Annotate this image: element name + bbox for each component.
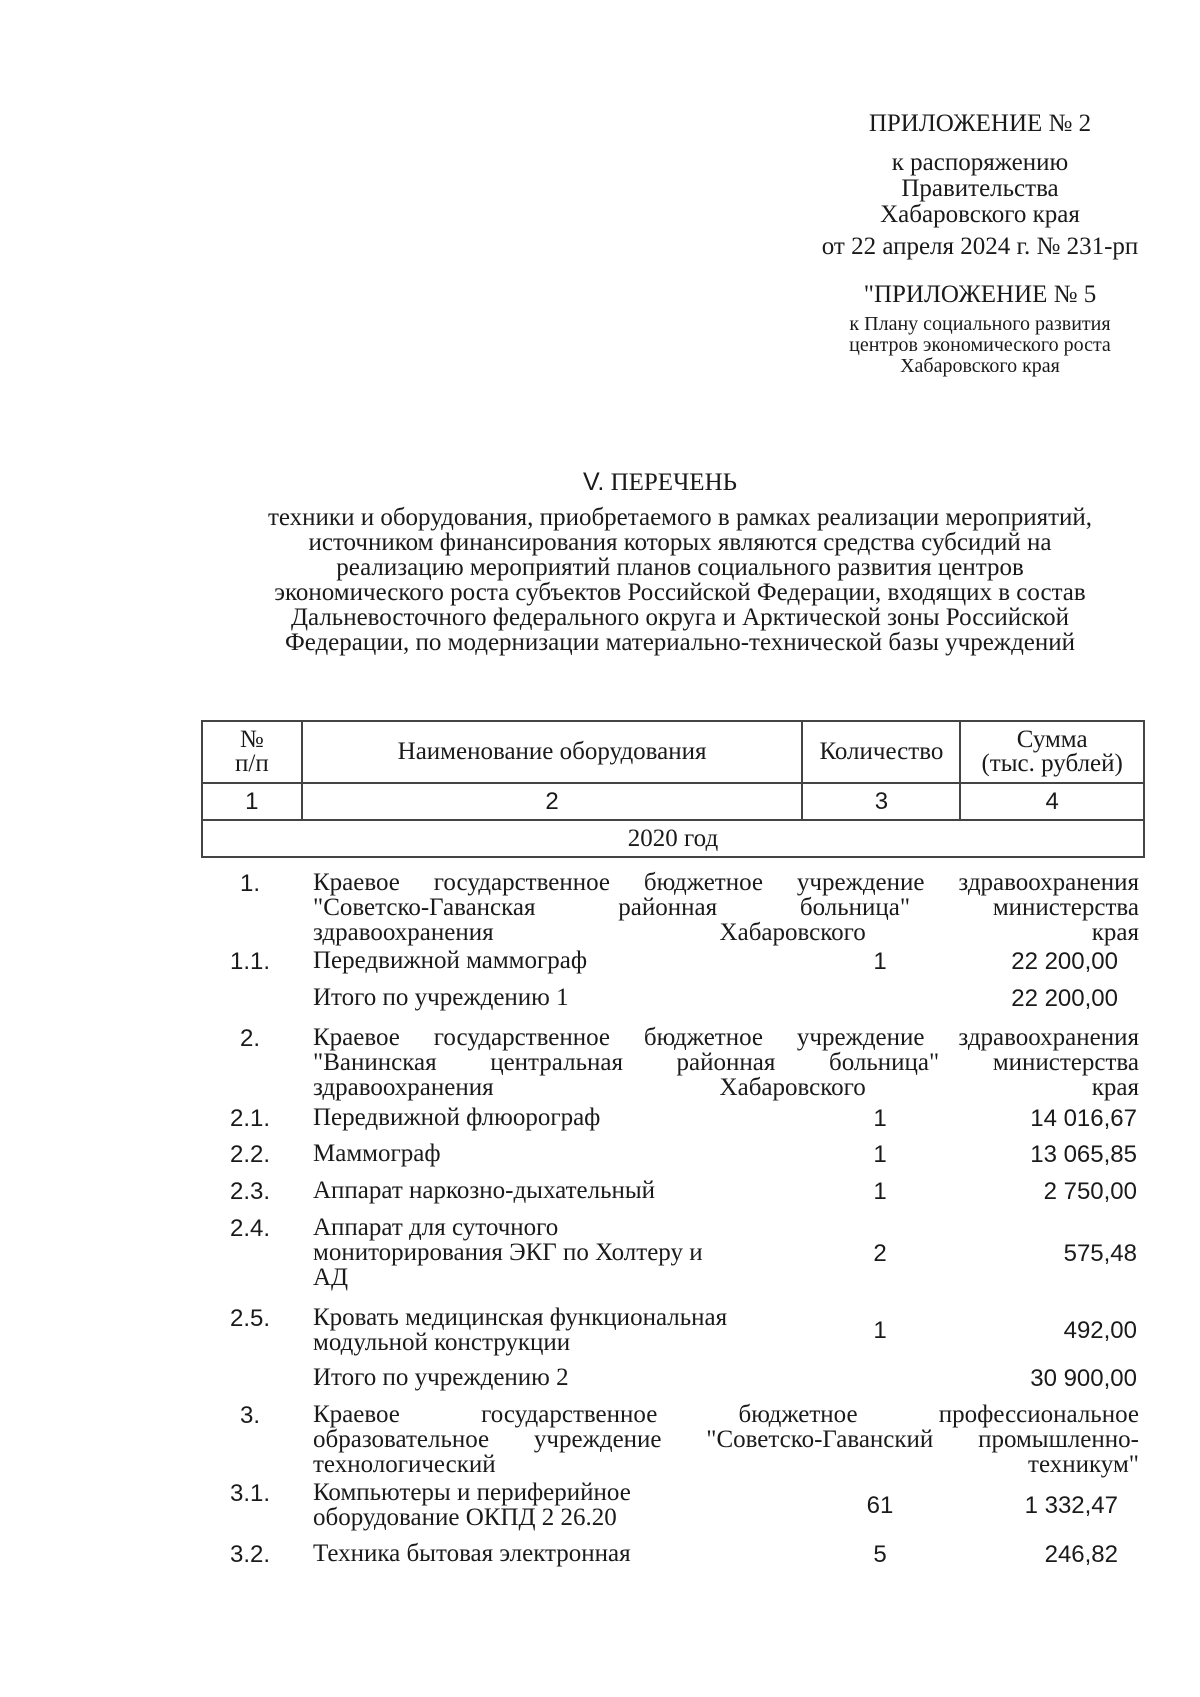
sum: 22 200,00	[1011, 948, 1118, 975]
sum: 14 016,67	[1030, 1105, 1137, 1132]
to-order-line: к распоряжению	[891, 149, 1069, 176]
row-number: 2.4.	[229, 1215, 271, 1242]
plan-reference-block	[700, 314, 1200, 377]
header-sum-line2: (тыс. рублей)	[981, 750, 1123, 777]
row-number: 1.1.	[229, 948, 271, 975]
quantity: 1	[873, 1178, 887, 1205]
subtitle-line: источником финансирования которых являются средства субсидий на	[308, 529, 1052, 556]
year-row	[202, 820, 1144, 857]
quantity: 1	[873, 1317, 887, 1344]
equipment-table-header	[201, 720, 1145, 858]
row-number: 2.1.	[229, 1105, 271, 1132]
subtitle-line: реализацию мероприятий планов социального развития центров	[336, 554, 1024, 581]
total-sum: 22 200,00	[1011, 985, 1118, 1012]
name-line: Кровать медицинская функциональная	[313, 1304, 728, 1331]
name-line: Краевое государственное бюджетное профессиональное	[313, 1401, 1139, 1428]
row-number: 3.2.	[229, 1541, 271, 1568]
section-word: ПЕРЕЧЕНЬ	[610, 469, 737, 496]
region-line: Хабаровского края	[880, 201, 1080, 228]
government-line: Правительства	[901, 175, 1059, 202]
column-number: 4	[960, 783, 1144, 820]
quantity: 1	[873, 1105, 887, 1132]
name-line: Аппарат для суточного	[313, 1214, 559, 1241]
subtitle-line: экономического роста субъектов Российской Федерации, входящих в состав	[274, 579, 1086, 606]
quantity: 61	[866, 1492, 894, 1519]
appendix5-title: "ПРИЛОЖЕНИЕ № 5	[863, 281, 1097, 308]
institution-name	[313, 870, 1139, 945]
name-line: "Ванинская центральная районная больница" министерства	[313, 1049, 1139, 1076]
total-sum: 30 900,00	[1030, 1365, 1137, 1392]
name-line: Краевое государственное бюджетное учреждение здравоохранения	[313, 1024, 1139, 1051]
list-subtitle	[200, 505, 1160, 655]
row-number: 2.5.	[229, 1305, 271, 1332]
equipment-name: Маммограф	[313, 1140, 441, 1167]
name-line: модульной конструкции	[313, 1329, 571, 1356]
sum: 575,48	[1063, 1240, 1137, 1267]
column-number: 1	[202, 783, 302, 820]
header-number-line2: п/п	[235, 750, 269, 777]
name-line: "Советско-Гаванская районная больница" министерства	[313, 894, 1139, 921]
row-number: 3.1.	[229, 1480, 271, 1507]
name-line: оборудование ОКПД 2 26.20	[313, 1504, 617, 1531]
order-date-number: от 22 апреля 2024 г. № 231-рп	[821, 233, 1139, 260]
row-number: 2.	[239, 1025, 260, 1052]
row-number: 2.3.	[229, 1178, 271, 1205]
quantity: 1	[873, 1141, 887, 1168]
plan-line-2: центров экономического роста	[849, 334, 1111, 356]
institution-name	[313, 1025, 1139, 1100]
plan-line-1: к Плану социального развития	[849, 313, 1111, 335]
name-line: мониторирования ЭКГ по Холтеру и	[313, 1239, 703, 1266]
name-line: Краевое государственное бюджетное учреждение здравоохранения	[313, 869, 1139, 896]
column-number: 2	[302, 783, 803, 820]
subtitle-line: Федерации, по модернизации материально-технической базы учреждений	[284, 629, 1076, 656]
header-number-line1: №	[239, 726, 264, 753]
header-quantity: Количество	[802, 721, 960, 783]
row-number: 3.	[239, 1402, 260, 1429]
table-header-row	[202, 721, 1144, 783]
subtitle-line: Дальневосточного федерального округа и Арктической зоны Российской	[290, 604, 1070, 631]
name-line: образовательное учреждение "Советско-Гаванский промышленно-	[313, 1426, 1139, 1453]
quantity: 2	[873, 1240, 887, 1267]
quantity: 5	[873, 1541, 887, 1568]
row-number: 1.	[239, 870, 260, 897]
header-sum-line1: Сумма	[1016, 726, 1088, 753]
name-line: здравоохранения Хабаровского края	[313, 919, 1139, 946]
sum: 13 065,85	[1030, 1141, 1137, 1168]
name-line: АД	[313, 1264, 349, 1291]
year-label: 2020 год	[202, 820, 1144, 857]
column-number: 3	[802, 783, 960, 820]
equipment-name: Передвижной маммограф	[313, 947, 588, 974]
order-reference-block	[700, 150, 1200, 228]
header-name: Наименование оборудования	[302, 721, 803, 783]
list-title	[180, 467, 1140, 498]
sum: 2 750,00	[1043, 1178, 1137, 1205]
sum: 246,82	[1044, 1541, 1118, 1568]
section-roman-numeral: V.	[582, 468, 605, 496]
equipment-name: Техника бытовая электронная	[313, 1540, 631, 1567]
name-line: здравоохранения Хабаровского края	[313, 1074, 1139, 1101]
plan-line-3: Хабаровского края	[900, 355, 1060, 377]
total-label: Итого по учреждению 2	[313, 1364, 569, 1391]
name-line: Компьютеры и периферийное	[313, 1479, 631, 1506]
row-number: 2.2.	[229, 1141, 271, 1168]
equipment-name: Передвижной флюорограф	[313, 1104, 601, 1131]
sum: 492,00	[1063, 1317, 1137, 1344]
column-numbers-row	[202, 783, 1144, 820]
subtitle-line: техники и оборудования, приобретаемого в рамках реализации мероприятий,	[267, 504, 1093, 531]
name-line: технологический техникум"	[313, 1451, 1139, 1478]
institution-name	[313, 1402, 1139, 1477]
appendix-title: ПРИЛОЖЕНИЕ № 2	[868, 110, 1092, 137]
sum: 1 332,47	[1024, 1492, 1118, 1519]
total-label: Итого по учреждению 1	[313, 984, 569, 1011]
quantity: 1	[873, 948, 887, 975]
equipment-name: Аппарат наркозно-дыхательный	[313, 1177, 656, 1204]
header-sum	[960, 721, 1144, 783]
header-number	[202, 721, 302, 783]
